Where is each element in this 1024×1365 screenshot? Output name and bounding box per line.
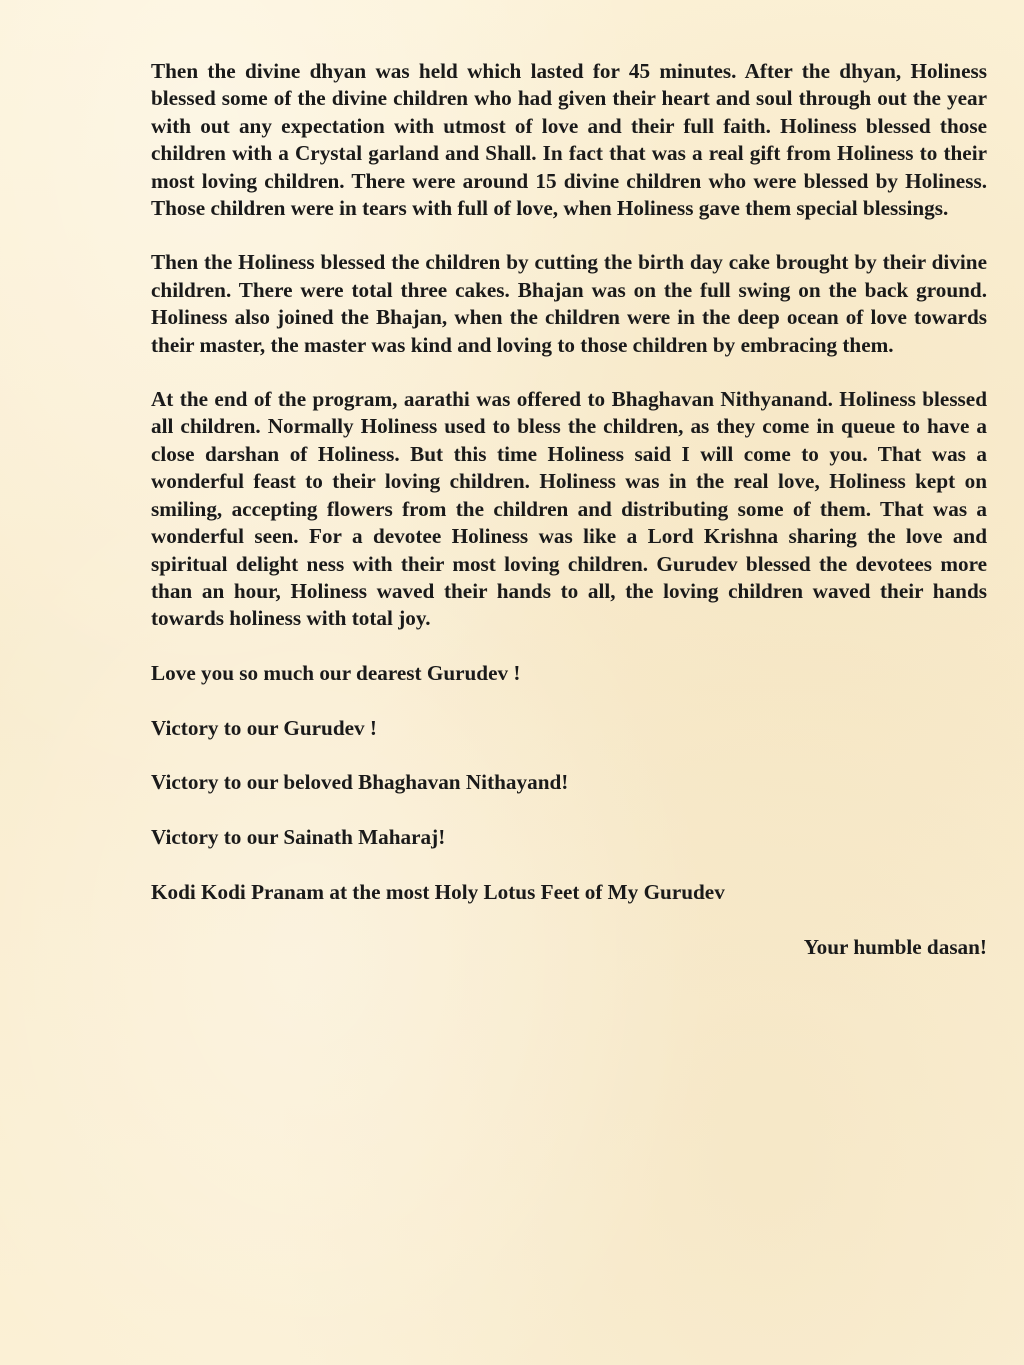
paragraph-aarathi: At the end of the program, aarathi was offered to Bhaghavan Nithyanand. Holiness blessed all children. Normally Holiness used to bless the children, as they come in queue to have a close darshan of Holiness. But this time Holiness said I will come to you. That was a wonderful feast to their loving children. Holiness was in the real love, Holiness kept on smiling, accepting flowers from the children and distributing some of them. That was a wonderful seen. For a devotee Holiness was like a Lord Krishna sharing the love and spiritual delight ness with their most loving children. Gurudev blessed the devotees more than an hour, Holiness waved their hands to all, the loving children waved their hands towards holiness with total joy. <box>151 387 987 631</box>
closing-line-victory-nithayand: Victory to our beloved Bhaghavan Nithayand! <box>151 770 569 795</box>
closing-line-love: Love you so much our dearest Gurudev ! <box>151 660 521 685</box>
closing-line-pranam: Kodi Kodi Pranam at the most Holy Lotus Feet of My Gurudev <box>151 879 725 904</box>
document-body <box>151 58 987 961</box>
closing-line-victory-sainath: Victory to our Sainath Maharaj! <box>151 825 446 850</box>
paragraph-birthday-cake: Then the Holiness blessed the children by cutting the birth day cake brought by their divine children. There were total three cakes. Bhajan was on the full swing on the back ground. Holiness also joined the Bhajan, when the children were in the deep ocean of love towards their master, the master was kind and loving to those children by embracing them. <box>151 250 987 357</box>
paragraph-dhyan: Then the divine dhyan was held which lasted for 45 minutes. After the dhyan, Holiness blessed some of the divine children who had given their heart and soul through out the year with out any expectation with utmost of love and their full faith. Holiness blessed those children with a Crystal garland and Shall. In fact that was a real gift from Holiness to their most loving children. There were around 15 divine children who were blessed by Holiness. Those children were in tears with full of love, when Holiness gave them special blessings. <box>151 59 987 221</box>
closing-line-victory-gurudev: Victory to our Gurudev ! <box>151 715 377 740</box>
signature: Your humble dasan! <box>803 934 987 959</box>
